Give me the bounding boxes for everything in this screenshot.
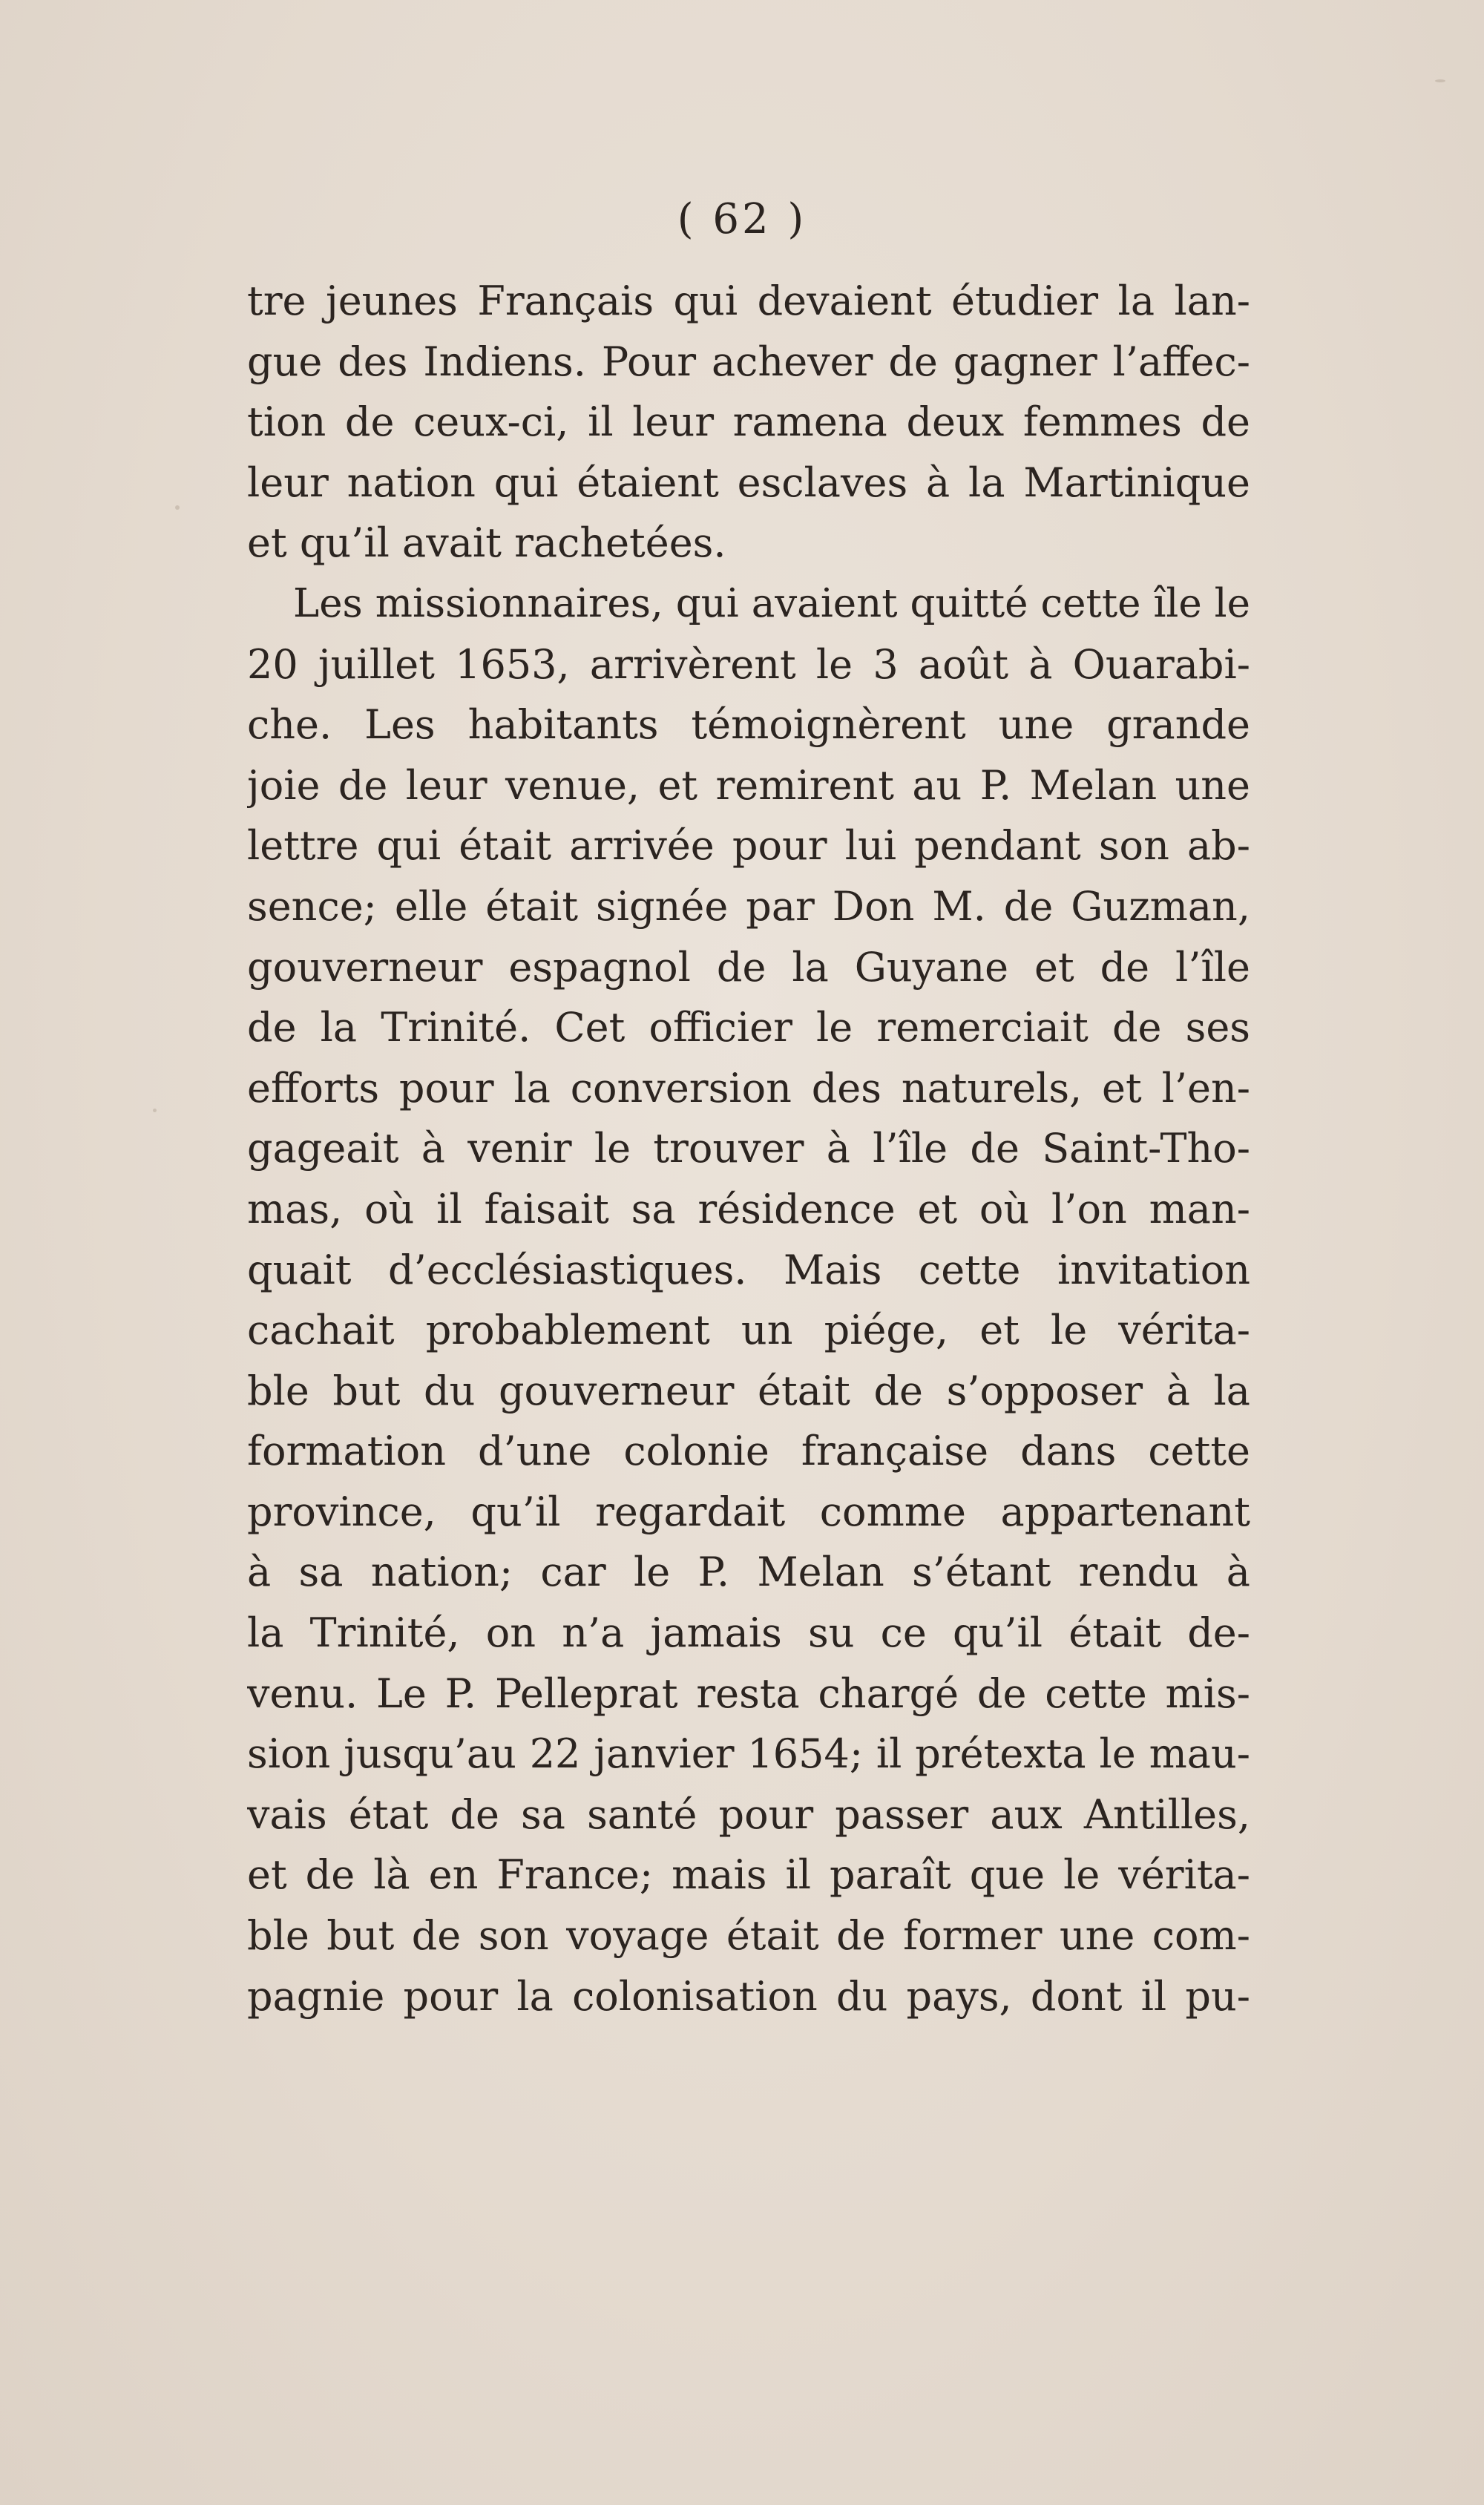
text-line: la Trinité, on n’a jamais su ce qu’il était de- xyxy=(247,1609,1250,1657)
text-line: Les missionnaires, qui avaient quitté cette île le xyxy=(293,580,1250,626)
text-line: tre jeunes Français qui devaient étudier la lan- xyxy=(247,278,1250,324)
text-line: efforts pour la conversion des naturels, et l’en- xyxy=(247,1064,1250,1112)
text-line: province, qu’il regardait comme appartenant xyxy=(247,1488,1250,1535)
text-line: gue des Indiens. Pour achever de gagner l’affec- xyxy=(247,338,1250,385)
text-line: et qu’il avait rachetées. xyxy=(247,519,726,567)
text-line: ble but de son voyage était de former une com- xyxy=(247,1912,1250,1960)
text-line: leur nation qui étaient esclaves à la Martinique xyxy=(247,459,1250,506)
text-line: quait d’ecclésiastiques. Mais cette invitation xyxy=(247,1246,1250,1293)
text-line: gouverneur espagnol de la Guyane et de l’île xyxy=(247,943,1250,991)
text-line: venu. Le P. Pelleprat resta chargé de cette mis- xyxy=(247,1670,1250,1717)
paper-speck xyxy=(175,505,180,510)
text-line: mas, où il faisait sa résidence et où l’on man- xyxy=(247,1185,1250,1232)
text-line: à sa nation; car le P. Melan s’étant rendu à xyxy=(247,1549,1250,1596)
text-line: joie de leur venue, et remirent au P. Melan une xyxy=(247,761,1250,809)
text-line: vais état de sa santé pour passer aux Antilles, xyxy=(247,1790,1250,1838)
text-line: che. Les habitants témoignèrent une grande xyxy=(247,701,1250,749)
text-line: sion jusqu’au 22 janvier 1654; il prétexta le mau- xyxy=(247,1730,1250,1778)
text-line: de la Trinité. Cet officier le remerciait de ses xyxy=(247,1004,1250,1051)
text-line: formation d’une colonie française dans cette xyxy=(247,1428,1250,1475)
text-line: pagnie pour la colonisation du pays, dont il pu- xyxy=(247,1972,1250,2020)
text-line: sence; elle était signée par Don M. de Guzman, xyxy=(247,882,1250,930)
text-line: tion de ceux-ci, il leur ramena deux femmes de xyxy=(247,398,1250,446)
text-line: lettre qui était arrivée pour lui pendant son ab- xyxy=(247,822,1250,870)
page-number: ( 62 ) xyxy=(677,195,807,243)
paper-speck xyxy=(153,1109,157,1112)
text-line: ble but du gouverneur était de s’opposer à la xyxy=(247,1367,1250,1414)
body-text xyxy=(247,271,1250,2026)
paper-speck xyxy=(1435,79,1445,82)
text-line: cachait probablement un piége, et le vérita- xyxy=(247,1307,1250,1354)
text-line: gageait à venir le trouver à l’île de Saint-Tho- xyxy=(247,1125,1250,1172)
text-line: et de là en France; mais il paraît que le vérita- xyxy=(247,1851,1250,1899)
text-line: 20 juillet 1653, arrivèrent le 3 août à Ouarabi- xyxy=(247,640,1250,688)
